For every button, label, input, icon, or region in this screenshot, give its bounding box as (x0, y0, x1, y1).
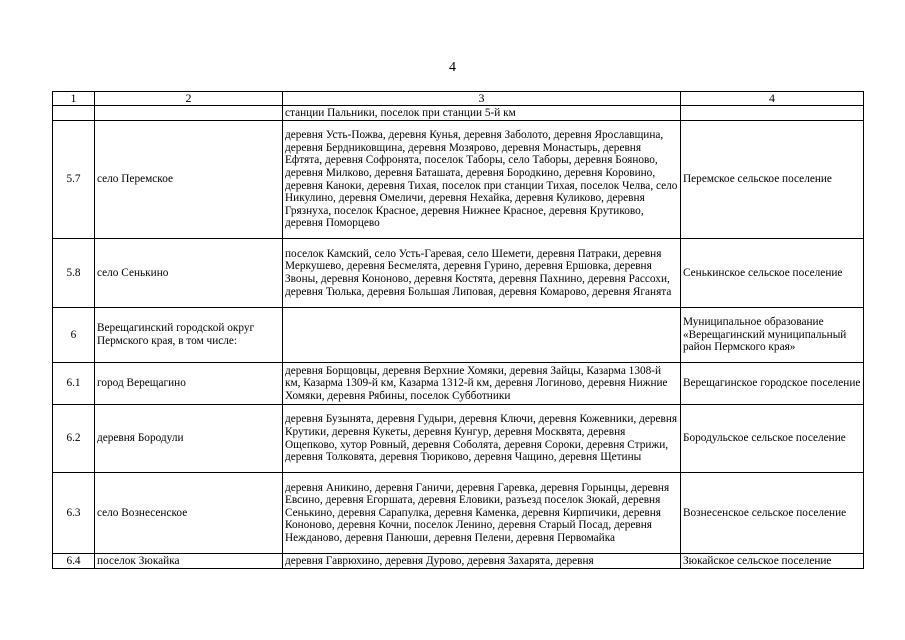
municipality-cell: Зюкайское сельское поселение (681, 554, 864, 569)
column-header: 1 (53, 92, 95, 106)
column-header: 2 (95, 92, 283, 106)
settlement-cell: поселок Зюкайка (95, 554, 283, 569)
settlement-cell: село Вознесенское (95, 473, 283, 554)
localities-cell (283, 308, 681, 363)
column-header: 3 (283, 92, 681, 106)
row-number-cell: 6.3 (53, 473, 95, 554)
table-row (53, 405, 864, 473)
page-number: 4 (449, 60, 456, 75)
localities-cell: деревня Бузынята, деревня Гудыри, деревня Ключи, деревня Кожевники, деревня Крутики, деревня Кукеты, деревня Кунгур, деревня Москвята, деревня Ощепково, хутор Ровный, деревня Соболята, деревня Сороки, деревня Стрижи, деревня Толковята, деревня Тюриково, деревня Чащино, деревня Щетины (283, 405, 681, 473)
row-number-cell: 5.7 (53, 121, 95, 239)
settlement-cell: Верещагинский городской округ Пермского края, в том числе: (95, 308, 283, 363)
settlement-cell: город Верещагино (95, 363, 283, 405)
row-number-cell: 6.2 (53, 405, 95, 473)
localities-cell: поселок Камский, село Усть-Гаревая, село Шемети, деревня Патраки, деревня Меркушево, деревня Бесмелята, деревня Гурино, деревня Ершовка, деревня Звоны, деревня Кононово, деревня Костята, деревня Пахнино, деревня Рассохи, деревня Тюлька, деревня Большая Липовая, деревня Комарово, деревня Яганята (283, 239, 681, 308)
row-number-cell: 5.8 (53, 239, 95, 308)
column-header: 4 (681, 92, 864, 106)
settlement-cell: село Перемское (95, 121, 283, 239)
municipality-cell: Бородульское сельское поселение (681, 405, 864, 473)
table-row (53, 106, 864, 121)
row-number-cell: 6 (53, 308, 95, 363)
localities-cell: деревня Усть-Пожва, деревня Кунья, деревня Заболото, деревня Ярославщина, деревня Бердниковщина, деревня Мозярово, деревня Монастырь, деревня Ефтята, деревня Софронята, поселок Таборы, село Таборы, деревня Бояново, деревня Милково, деревня Баташата, деревня Бородкино, деревня Коровино, деревня Каноки, деревня Тихая, поселок при станции Тихая, поселок Челва, село Никулино, деревня Омеличи, деревня Нехайка, деревня Куликово, деревня Грязнуха, поселок Красное, деревня Нижнее Красное, деревня Крутиково, деревня Поморцево (283, 121, 681, 239)
table-row (53, 554, 864, 569)
municipality-cell: Сенькинское сельское поселение (681, 239, 864, 308)
municipality-cell: Вознесенское сельское поселение (681, 473, 864, 554)
settlements-table (52, 91, 864, 569)
table-row (53, 363, 864, 405)
municipality-cell: Верещагинское городское поселение (681, 363, 864, 405)
row-number-cell: 6.4 (53, 554, 95, 569)
localities-cell: деревня Борщовцы, деревня Верхние Хомяки, деревня Зайцы, Казарма 1308-й км, Казарма 1309-й км, Казарма 1312-й км, деревня Логиново, деревня Нижние Хомяки, деревня Рябины, поселок Субботники (283, 363, 681, 405)
row-number-cell: 6.1 (53, 363, 95, 405)
localities-cell: деревня Аникино, деревня Ганичи, деревня Гаревка, деревня Горынцы, деревня Евсино, деревня Егоршата, деревня Еловики, разъезд поселок Зюкай, деревня Сенькино, деревня Сарапулка, деревня Каменка, деревня Кирпичики, деревня Кононово, деревня Кочни, поселок Ленино, деревня Старый Посад, деревня Нежданово, деревня Панюши, деревня Пелени, деревня Первомайка (283, 473, 681, 554)
localities-cell: станции Пальники, поселок при станции 5-й км (283, 106, 681, 121)
table-header-row (53, 92, 864, 106)
municipality-cell: Перемское сельское поселение (681, 121, 864, 239)
localities-cell: деревня Гаврюхино, деревня Дурово, деревня Захарята, деревня (283, 554, 681, 569)
settlement-cell: деревня Бородули (95, 405, 283, 473)
municipality-cell: Муниципальное образование «Верещагинский муниципальный район Пермского края» (681, 308, 864, 363)
settlement-cell (95, 106, 283, 121)
municipality-cell (681, 106, 864, 121)
table-row (53, 239, 864, 308)
table-row (53, 473, 864, 554)
table-row (53, 121, 864, 239)
row-number-cell (53, 106, 95, 121)
table-row (53, 308, 864, 363)
settlement-cell: село Сенькино (95, 239, 283, 308)
